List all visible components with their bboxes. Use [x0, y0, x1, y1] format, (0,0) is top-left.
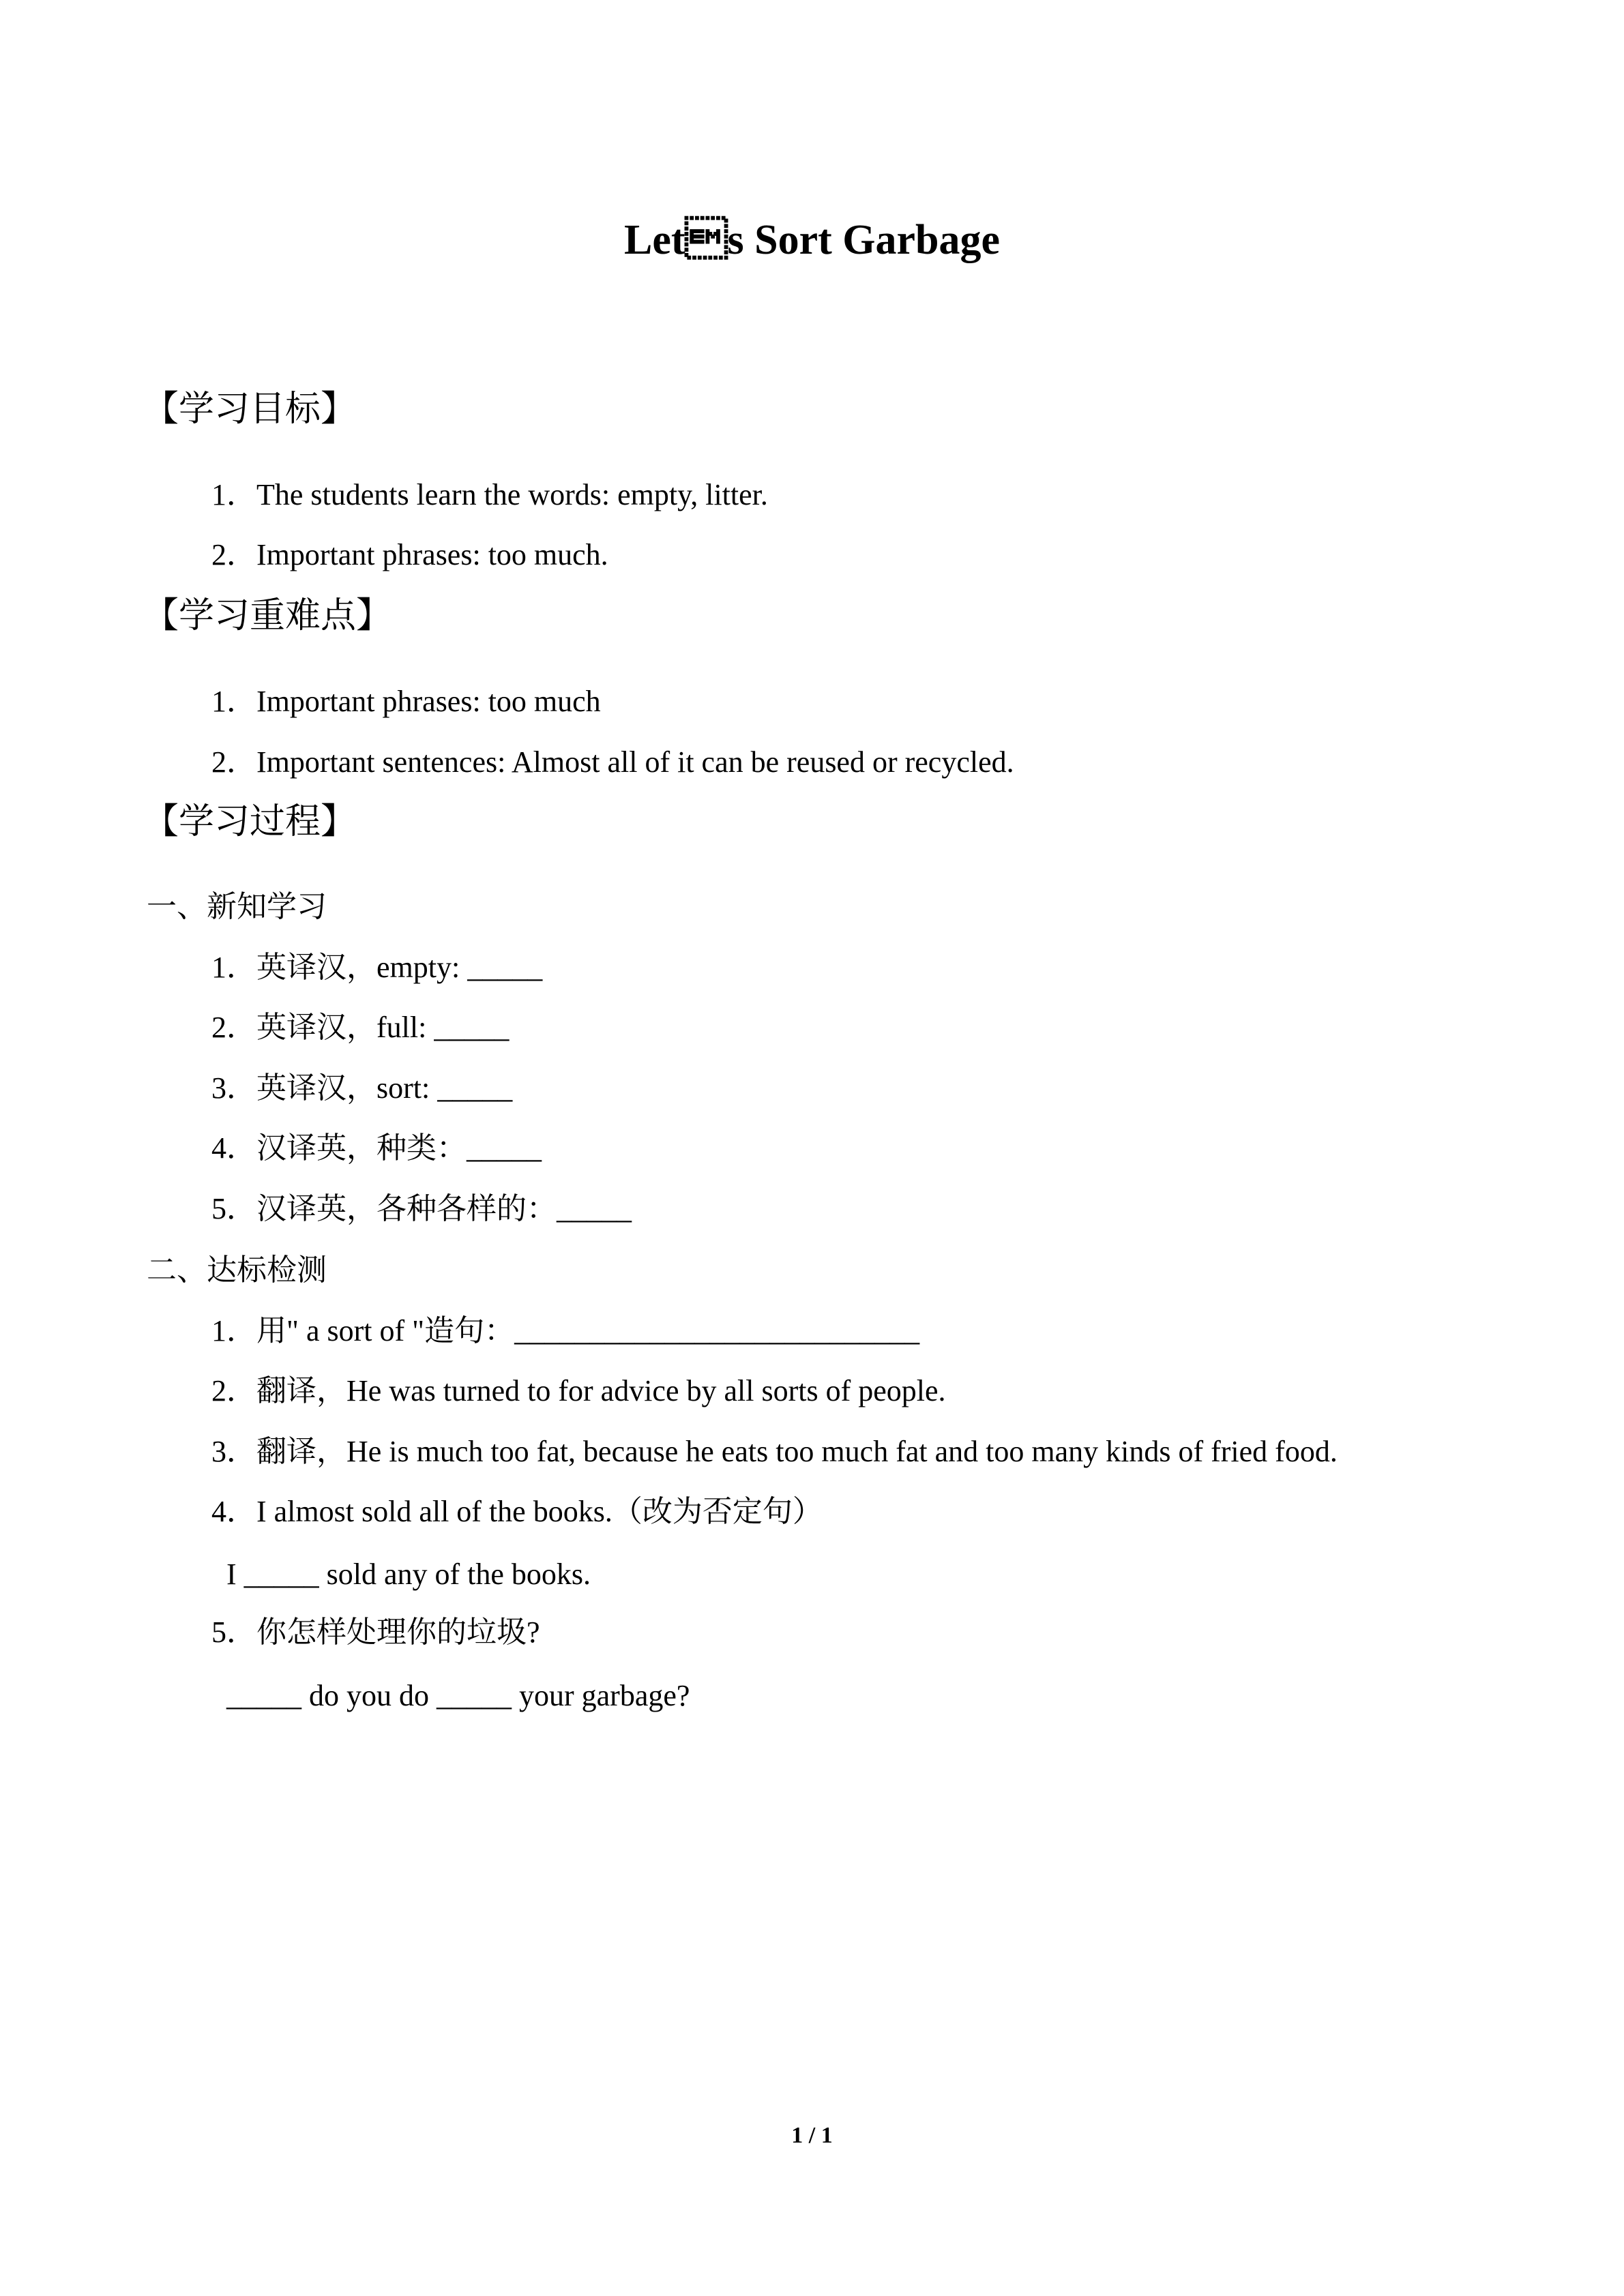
exercise-item: 1．英译汉，empty: _____: [211, 951, 543, 984]
key-point-item-1: 1．Important phrases: too much: [211, 685, 601, 718]
assessment-answer-line: _____ do you do _____ your garbage?: [226, 1679, 690, 1712]
document-title: Lets Sort Garbage: [623, 217, 1001, 263]
assessment-answer-line: I _____ sold any of the books.: [226, 1557, 591, 1591]
objective-item-1: 1．The students learn the words: empty, litter.: [211, 478, 768, 511]
exercise-item: 4．汉译英，种类：_____: [211, 1131, 542, 1165]
objective-item-2: 2．Important phrases: too much.: [211, 538, 608, 571]
page-number: 1 / 1: [791, 2123, 833, 2148]
key-point-item-2: 2．Important sentences: Almost all of it can be reused or recycled.: [211, 745, 1014, 779]
assessment-item: 2．翻译，He was turned to for advice by all sorts of people.: [211, 1374, 946, 1407]
assessment-item: 1．用" a sort of "造句：___________________________: [211, 1314, 920, 1347]
part-label-assessment: 二、达标检测: [147, 1253, 327, 1287]
exercise-item: 5．汉译英，各种各样的：_____: [211, 1192, 632, 1225]
section-heading-objectives: 【学习目标】: [143, 389, 357, 430]
assessment-item: 5．你怎样处理你的垃圾?: [211, 1615, 540, 1649]
exercise-item: 3．英译汉，sort: _____: [211, 1071, 513, 1105]
section-heading-key-points: 【学习重难点】: [143, 595, 392, 636]
assessment-item: 3．翻译，He is much too fat, because he eats too much fat and too many kinds of fried food.: [211, 1435, 1338, 1468]
section-heading-process: 【学习过程】: [143, 801, 357, 842]
exercise-item: 2．英译汉，full: _____: [211, 1011, 510, 1044]
part-label-new-knowledge: 一、新知学习: [147, 890, 327, 923]
assessment-item: 4．I almost sold all of the books.（改为否定句）: [211, 1495, 823, 1528]
